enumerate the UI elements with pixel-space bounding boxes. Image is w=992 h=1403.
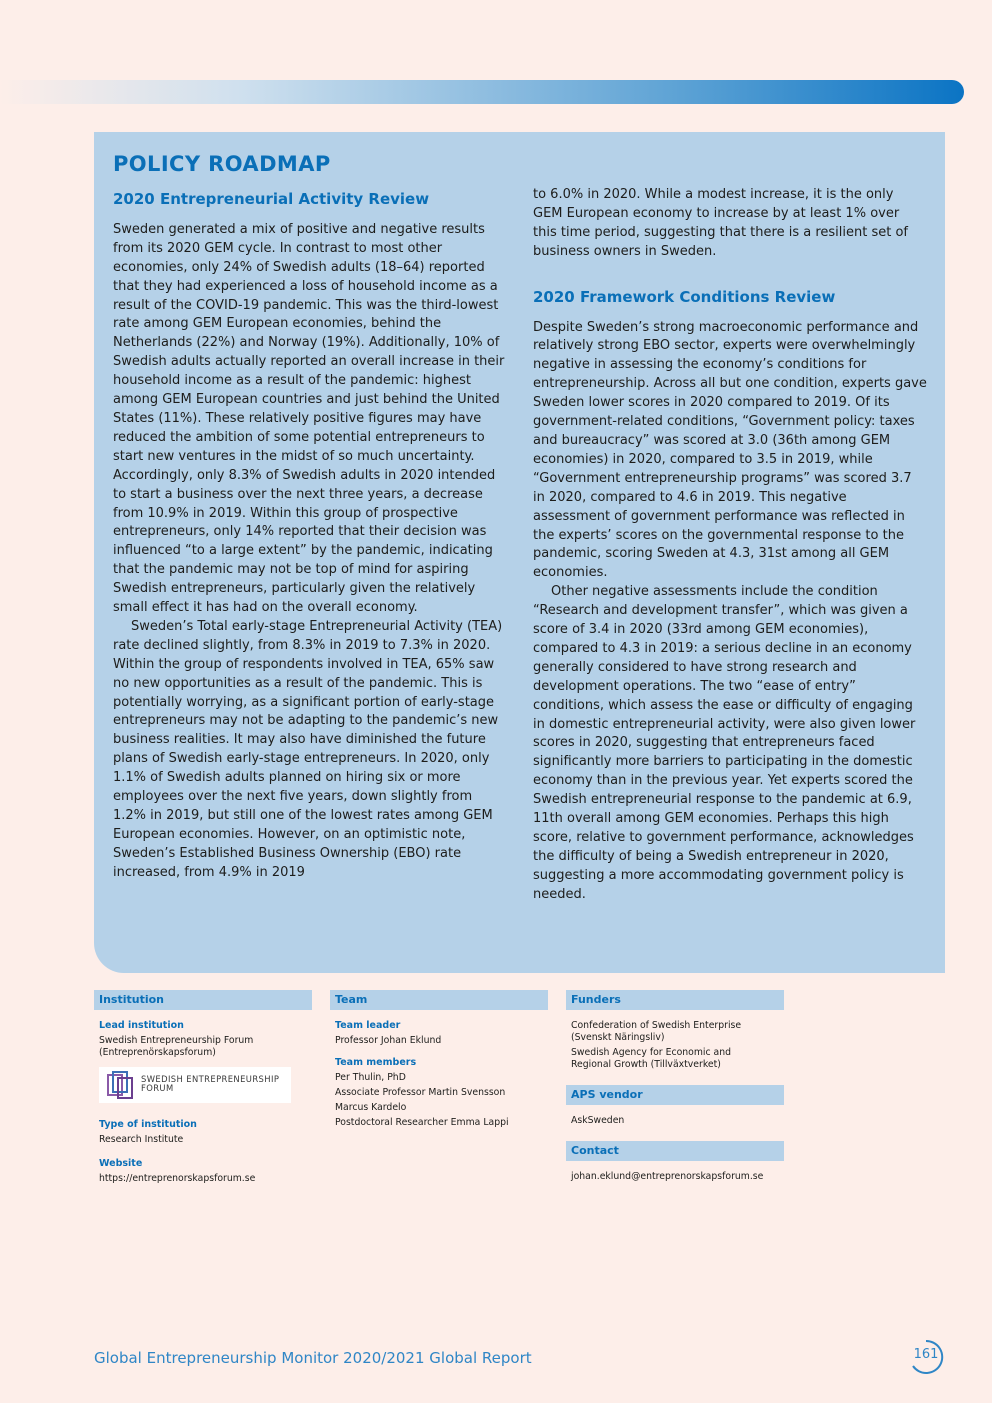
institution-logo	[99, 1067, 291, 1103]
funder-item: Confederation of Swedish Enterprise	[571, 1020, 742, 1031]
website-link[interactable]: https://entreprenorskapsforum.se	[99, 1173, 256, 1184]
funder-item: (Svenskt Näringsliv)	[571, 1032, 665, 1043]
footer-report-title: Global Entrepreneurship Monitor 2020/2021 Global Report	[94, 1349, 532, 1367]
team-leader-label: Team leader	[335, 1020, 401, 1031]
team-header: Team	[330, 990, 548, 1010]
section1-paragraph-2: Sweden’s Total early-stage Entrepreneurial Activity (TEA) rate declined slightly, from 8.3% in 2019 to 7.3% in 2020. Within the group of respondents involved in TEA, 65% saw no new opportunities as a result of the pandemic. This is potentially worrying, as a significant portion of early-stage entrepreneurs may not be adapting to the pandemic’s new business realities. It may also have diminished the future plans of Swedish early-stage entrepreneurs. In 2020, only 1.1% of Swedish adults planned on hiring six or more employees over the next five years, down slightly from 1.2% in 2019, but still one of the lowest rates among GEM European economies. However, on an optimistic note, Sweden’s Established Business Ownership (EBO) rate increased, from 4.9% in 2019	[113, 618, 503, 880]
section1-heading: 2020 Entrepreneurial Activity Review	[113, 190, 430, 208]
section2-paragraph-1: Despite Sweden’s strong macroeconomic performance and relatively strong EBO sector, experts were overwhelmingly negative in assessing the economy’s conditions for entrepreneurship. Across all but one condition, experts gave Sweden lower scores in 2020 compared to 2019. Of its government-related conditions, “Government policy: taxes and bureaucracy” was scored at 3.0 (36th among GEM economies) in 2020, compared to 3.5 in 2019, while “Government entrepreneurship programs” was scored 3.7 in 2020, compared to 4.6 in 2019. This negative assessment of government performance was reflected in the experts’ scores on the governmental response to the pandemic, scoring Sweden at 4.3, 31st among all GEM economies.	[533, 319, 927, 581]
institution-type-value: Research Institute	[99, 1134, 184, 1145]
section1-paragraph-1: Sweden generated a mix of positive and negative results from its 2020 GEM cycle. In contrast to most other economies, only 24% of Swedish adults (18–64) reported that they had experienced a loss of household income as a result of the COVID-19 pandemic. This was the third-lowest rate among GEM European economies, behind the Netherlands (22%) and Norway (19%). Additionally, 10% of Swedish adults actually reported an overall increase in their household income as a result of the pandemic: highest among GEM European countries and just behind the United States (11%). These relatively positive figures may have reduced the ambition of some potential entrepreneurs to start new ventures in the midst of so much uncertainty. Accordingly, only 8.3% of Swedish adults in 2020 intended to start a business over the next three years, a decrease from 10.9% in 2019. Within this group of prospective entrepreneurs, only 14% reported that their decision was influenced “to a large extent” by the pandemic, indicating that the pandemic may not be top of mind for aspiring Swedish entrepreneurs, particularly given the relatively small effect it has had on the overall economy.	[113, 221, 505, 616]
team-box	[330, 990, 548, 1137]
right-column	[533, 186, 927, 905]
page-title: POLICY ROADMAP	[113, 152, 331, 176]
contact-email[interactable]: johan.eklund@entreprenorskapsforum.se	[571, 1171, 764, 1182]
logo-text-line-1: SWEDISH ENTREPRENEURSHIP	[141, 1074, 280, 1084]
aps-vendor-value: AskSweden	[571, 1115, 625, 1126]
funders-header: Funders	[566, 990, 784, 1010]
page-number	[907, 1338, 945, 1376]
lead-institution-name: Swedish Entrepreneurship Forum	[99, 1035, 254, 1046]
forum-logo-icon	[105, 1069, 137, 1101]
team-member: Associate Professor Martin Svensson	[335, 1087, 506, 1098]
funder-item: Swedish Agency for Economic and	[571, 1047, 732, 1058]
lead-institution-name-alt: (Entreprenörskapsforum)	[99, 1047, 216, 1058]
team-member: Per Thulin, PhD	[335, 1072, 406, 1083]
website-label: Website	[99, 1158, 143, 1169]
aps-vendor-header: APS vendor	[566, 1085, 784, 1105]
institution-header: Institution	[94, 990, 312, 1010]
team-member: Postdoctoral Researcher Emma Lappi	[335, 1117, 509, 1128]
page-number-text: 161	[913, 1347, 939, 1362]
institution-box	[94, 990, 312, 1193]
logo-text-line-2: FORUM	[141, 1083, 174, 1093]
institution-type-label: Type of institution	[99, 1119, 197, 1130]
team-member: Marcus Kardelo	[335, 1102, 407, 1113]
team-leader-name: Professor Johan Eklund	[335, 1035, 442, 1046]
lead-institution-label: Lead institution	[99, 1020, 184, 1031]
policy-roadmap-panel	[94, 132, 945, 973]
contact-header: Contact	[566, 1141, 784, 1161]
top-gradient-bar	[0, 80, 964, 104]
section2-heading: 2020 Framework Conditions Review	[533, 287, 836, 306]
section1-paragraph-2-continued: to 6.0% in 2020. While a modest increase, it is the only GEM European economy to increase by at least 1% over this time period, suggesting that there is a resilient set of business owners in Sweden.	[533, 187, 908, 259]
left-column	[113, 190, 505, 883]
section2-paragraph-2: Other negative assessments include the condition “Research and development transfer”, which was given a score of 3.4 in 2020 (33rd among GEM economies), compared to 4.3 in 2019: a serious decline in an economy generally considered to have strong research and development operations. The two “ease of entry” conditions, which assess the ease or difficulty of engaging in domestic entrepreneurial activity, were also given lower scores in 2020, suggesting that entrepreneurs faced significantly more barriers to participating in the domestic economy than in the previous year. Yet experts scored the Swedish entrepreneurial response to the pandemic at 6.9, 11th overall among GEM economies. Perhaps this high score, relative to government performance, acknowledges the difficulty of being a Swedish entrepreneur in 2020, suggesting a more accommodating government policy is needed.	[533, 584, 916, 902]
funder-item: Regional Growth (Tillväxtverket)	[571, 1059, 721, 1070]
funders-box	[566, 990, 784, 1191]
team-members-label: Team members	[335, 1057, 417, 1068]
